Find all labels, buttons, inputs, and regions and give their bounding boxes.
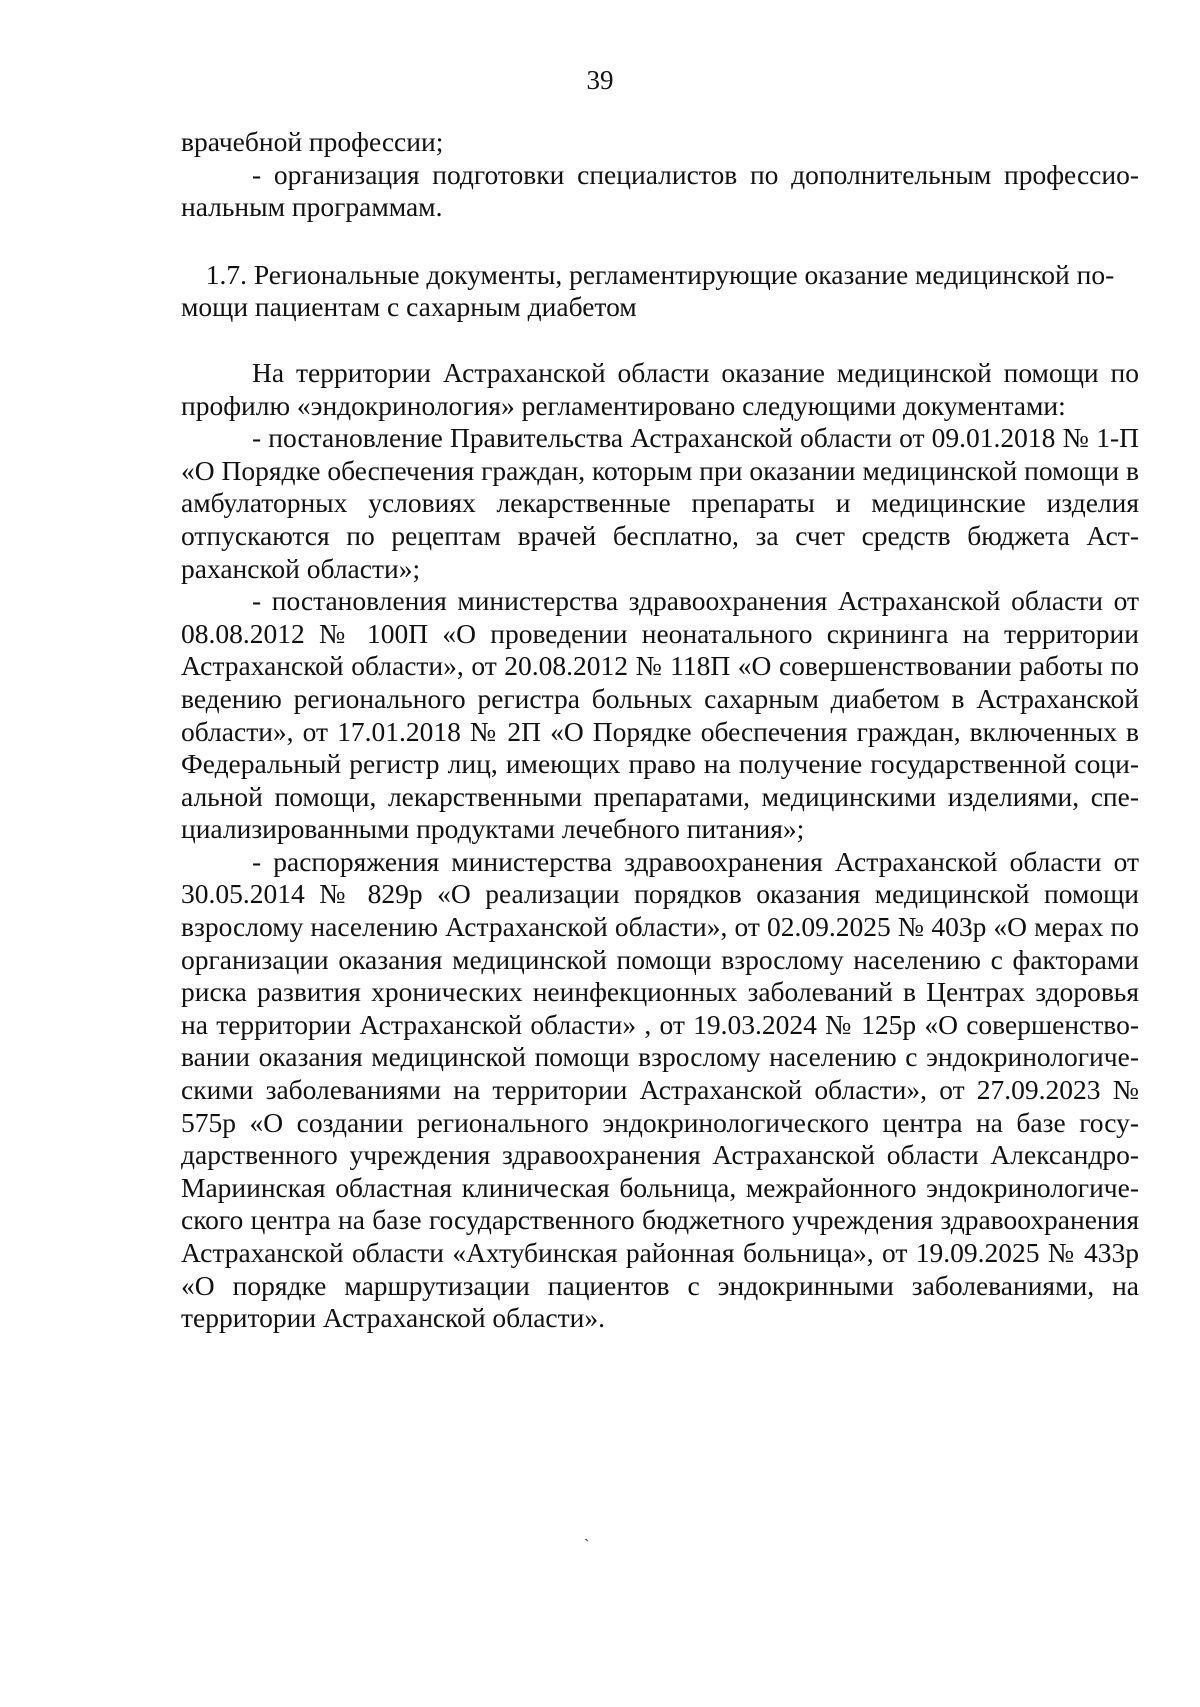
document-body (181, 126, 1139, 1335)
paragraph-continuation: врачебной профессии; (181, 126, 444, 157)
paragraph-ministry-decrees: - постановления министерства здравоохранения Астраханской области от 08.08.2012 № 100П «О проведении неонатального скрининга на территории Астраханской области», от 20.08.2012 № 118П «О совершенствовании работы по ведению регионального регистра больных сахарным диабетом в Астраханской области», от 17.01.2018 № 2П «О Порядке обеспечения граждан, включенных в Федеральный регистр лиц, имеющих право на получение государственной социальной помощи, лекарственными препаратами, медицинскими изделиями, специализированными продуктами лечебного питания»; (181, 585, 1139, 845)
page-number: 39 (586, 65, 614, 95)
paragraph-intro: На территории Астраханской области оказание медицинской помощи по профилю «эндокринология» регламентировано следующими документами: (181, 356, 1139, 421)
paragraph-government-decree: - постановление Правительства Астраханской области от 09.01.2018 № 1-П «О Порядке обеспечения граждан, которым при оказании медицинской помощи в амбулаторных условиях лекарственные препараты и медицинские изделия отпускаются по рецептам врачей бесплатно, за счет средств бюджета Астраханской области»; (181, 422, 1139, 584)
paragraph-list-item-training: - организация подготовки специалистов по дополнительным профессиональным программам. (181, 158, 1139, 223)
paragraph-ministry-orders: - распоряжения министерства здравоохранения Астраханской области от 30.05.2014 № 829р «О реализации порядков оказания медицинской помощи взрослому населению Астраханской области», от 02.09.2025 № 403р «О мерах по организации оказания медицинской помощи взрослому населению с факторами риска развития хронических неинфекционных заболеваний в Центрах здоровья на территории Астраханской области» , от 19.03.2024 № 125р «О совершенствовании оказания медицинской помощи взрослому населению с эндокринологическими заболеваниями на территории Астраханской области», от 27.09.2023 № 575р «О создании регионального эндокринологического центра на базе государственного учреждения здравоохранения Астраханской области Александро-Мариинская областная клиническая больница, межрайонного эндокринологического центра на базе государственного бюджетного учреждения здравоохранения Астраханской области «Ахтубинская районная больница», от 19.09.2025 № 433р «О порядке маршрутизации пациентов с эндокринными заболеваниями, на территории Астраханской области». (181, 845, 1139, 1334)
scan-mark: ` (584, 1537, 590, 1554)
section-heading: 1.7. Региональные документы, регламентирующие оказание медицинской помощи пациентам с сахарным диабетом (181, 258, 1115, 323)
